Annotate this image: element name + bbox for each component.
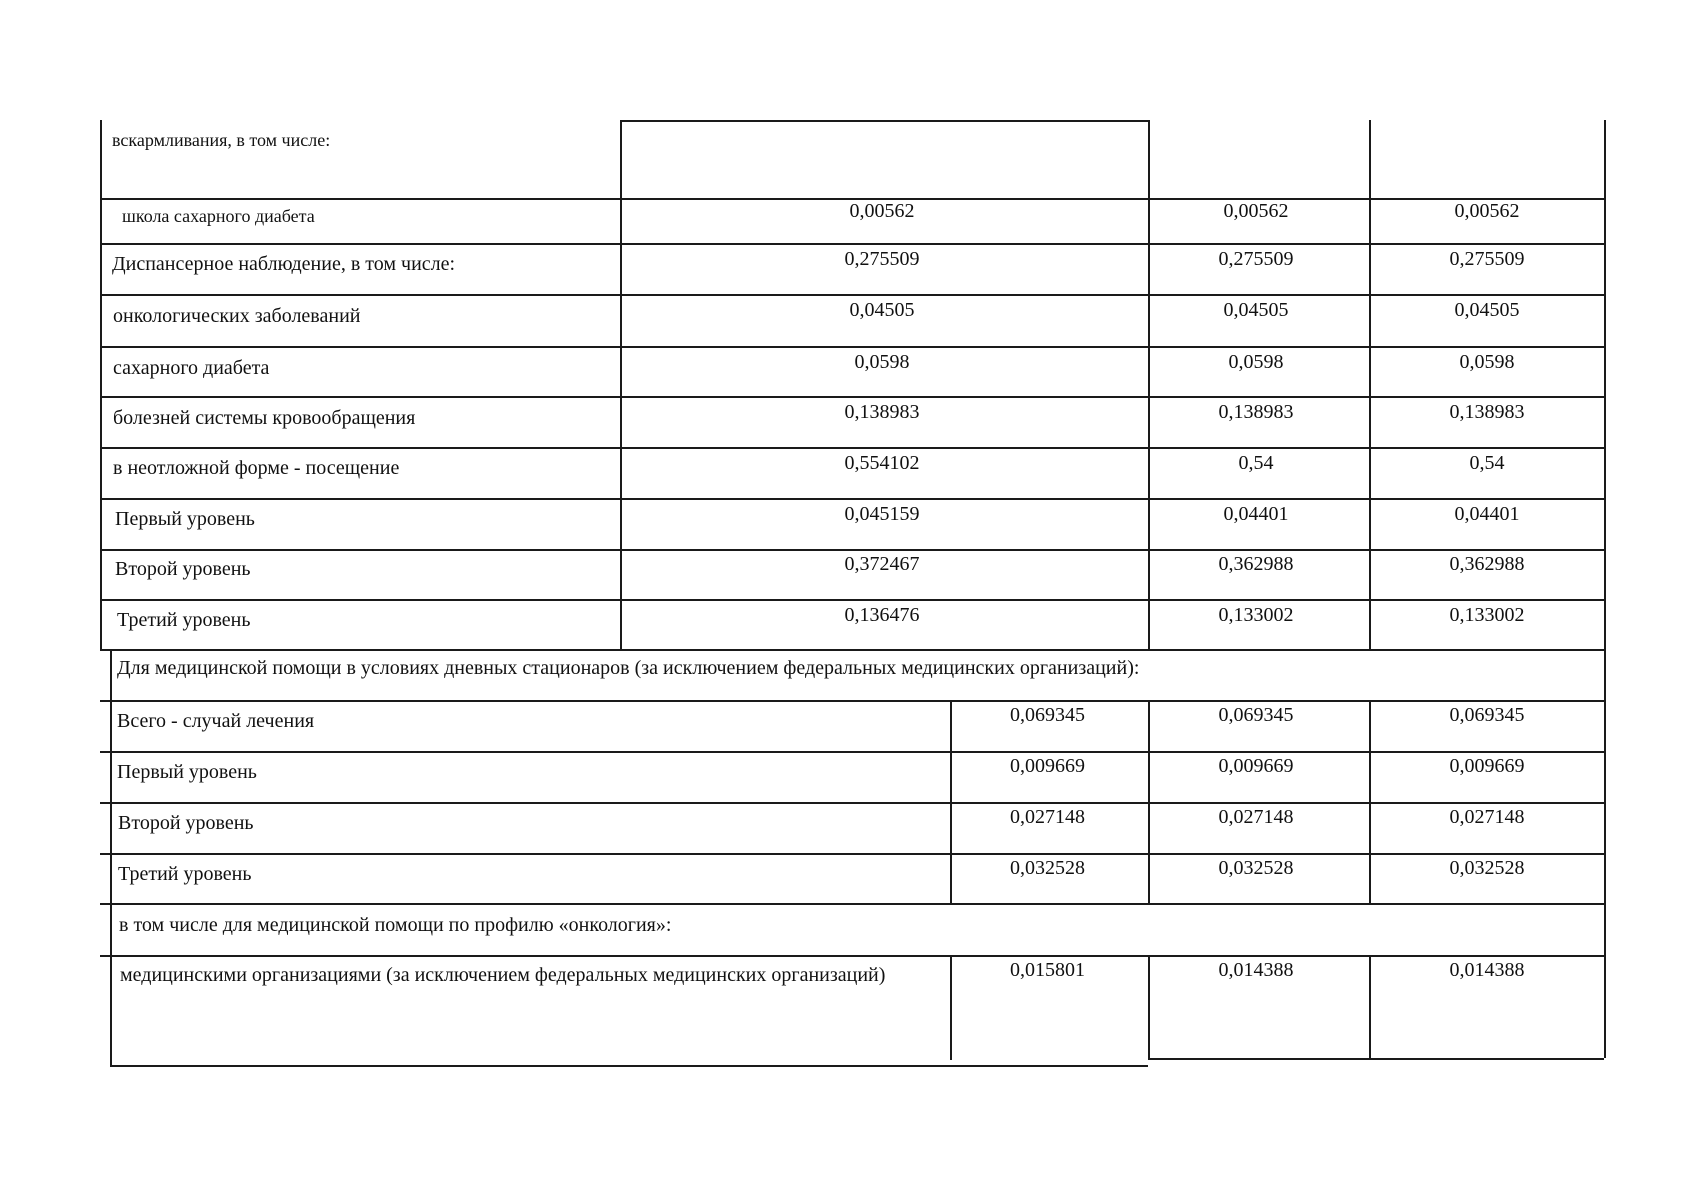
- row-value-3: 0,275509: [1449, 248, 1525, 270]
- row-label: онкологических заболеваний: [113, 305, 361, 327]
- row-label: Третий уровень: [118, 863, 252, 885]
- row-value-1: 0,009669: [1010, 755, 1085, 777]
- row-label: болезней системы кровообращения: [113, 407, 416, 429]
- table-rule-horizontal: [100, 853, 1604, 855]
- row-value-1: 0,00562: [849, 200, 915, 222]
- row-value-3: 0,04401: [1454, 503, 1520, 525]
- table-rule-horizontal: [100, 802, 1604, 804]
- table-rule-vertical: [110, 649, 112, 1065]
- table-rule-horizontal: [100, 599, 1604, 601]
- row-value-2: 0,032528: [1218, 857, 1294, 879]
- row-value-2: 0,00562: [1223, 200, 1289, 222]
- table-rule-horizontal: [620, 120, 1148, 122]
- table-rule-horizontal: [100, 498, 1604, 500]
- row-value-2: 0,069345: [1218, 704, 1294, 726]
- row-value-3: 0,362988: [1449, 553, 1525, 575]
- row-value-1: 0,0598: [854, 351, 910, 373]
- table-rule-vertical: [100, 120, 102, 649]
- row-value-2: 0,014388: [1218, 959, 1294, 981]
- table-rule-horizontal: [110, 1065, 1148, 1067]
- table-rule-horizontal: [100, 549, 1604, 551]
- row-value-2: 0,275509: [1218, 248, 1294, 270]
- row-value-2: 0,138983: [1218, 401, 1294, 423]
- row-value-1: 0,554102: [844, 452, 920, 474]
- table-rule-horizontal: [100, 700, 1604, 702]
- row-label: школа сахарного диабета: [122, 206, 315, 226]
- table-rule-horizontal: [100, 751, 1604, 753]
- row-label: Первый уровень: [115, 508, 255, 530]
- row-value-1: 0,032528: [1010, 857, 1085, 879]
- row-value-1: 0,015801: [1010, 959, 1085, 981]
- row-value-1: 0,04505: [849, 299, 915, 321]
- row-label: Третий уровень: [117, 609, 251, 631]
- row-label: Диспансерное наблюдение, в том числе:: [112, 253, 456, 275]
- row-value-1: 0,045159: [844, 503, 920, 525]
- row-value-2: 0,133002: [1218, 604, 1294, 626]
- row-label: в неотложной форме - посещение: [113, 457, 400, 479]
- section-header: в том числе для медицинской помощи по профилю «онкология»:: [119, 914, 672, 936]
- row-value-3: 0,54: [1469, 452, 1505, 474]
- row-value-1: 0,138983: [844, 401, 920, 423]
- table-rule-horizontal: [100, 903, 1604, 905]
- section-header: Для медицинской помощи в условиях дневных стационаров (за исключением федеральных медицинских организаций):: [117, 657, 1140, 679]
- row-value-2: 0,0598: [1228, 351, 1284, 373]
- row-value-3: 0,009669: [1449, 755, 1525, 777]
- row-value-2: 0,04401: [1223, 503, 1289, 525]
- row-value-2: 0,027148: [1218, 806, 1294, 828]
- table-rule-horizontal: [100, 447, 1604, 449]
- row-value-3: 0,014388: [1449, 959, 1525, 981]
- row-value-2: 0,362988: [1218, 553, 1294, 575]
- row-value-1: 0,136476: [844, 604, 920, 626]
- row-value-1: 0,069345: [1010, 704, 1085, 726]
- row-label: сахарного диабета: [113, 357, 270, 379]
- row-value-3: 0,00562: [1454, 200, 1520, 222]
- row-value-1: 0,027148: [1010, 806, 1085, 828]
- row-label: Первый уровень: [117, 761, 257, 783]
- row-value-2: 0,04505: [1223, 299, 1289, 321]
- row-label: Всего - случай лечения: [117, 710, 315, 732]
- row-value-1: 0,372467: [844, 553, 920, 575]
- table-rule-horizontal: [100, 294, 1604, 296]
- table-rule-horizontal: [100, 649, 1604, 651]
- row-label: Второй уровень: [118, 812, 254, 834]
- row-label: медицинскими организациями (за исключением федеральных медицинских организаций): [120, 964, 886, 986]
- table-rule-horizontal: [100, 243, 1604, 245]
- row-value-2: 0,009669: [1218, 755, 1294, 777]
- table-rule-horizontal: [100, 396, 1604, 398]
- table-rule-horizontal: [1148, 1058, 1604, 1060]
- row-value-1: 0,275509: [844, 248, 920, 270]
- row-value-3: 0,027148: [1449, 806, 1525, 828]
- row-label: вскармливания, в том числе:: [112, 130, 331, 150]
- row-value-3: 0,133002: [1449, 604, 1525, 626]
- table-rule-horizontal: [100, 346, 1604, 348]
- row-value-3: 0,138983: [1449, 401, 1525, 423]
- table-rule-horizontal: [100, 955, 1604, 957]
- row-value-3: 0,032528: [1449, 857, 1525, 879]
- row-value-3: 0,069345: [1449, 704, 1525, 726]
- row-value-3: 0,0598: [1459, 351, 1515, 373]
- row-value-2: 0,54: [1238, 452, 1274, 474]
- row-label: Второй уровень: [115, 558, 251, 580]
- row-value-3: 0,04505: [1454, 299, 1520, 321]
